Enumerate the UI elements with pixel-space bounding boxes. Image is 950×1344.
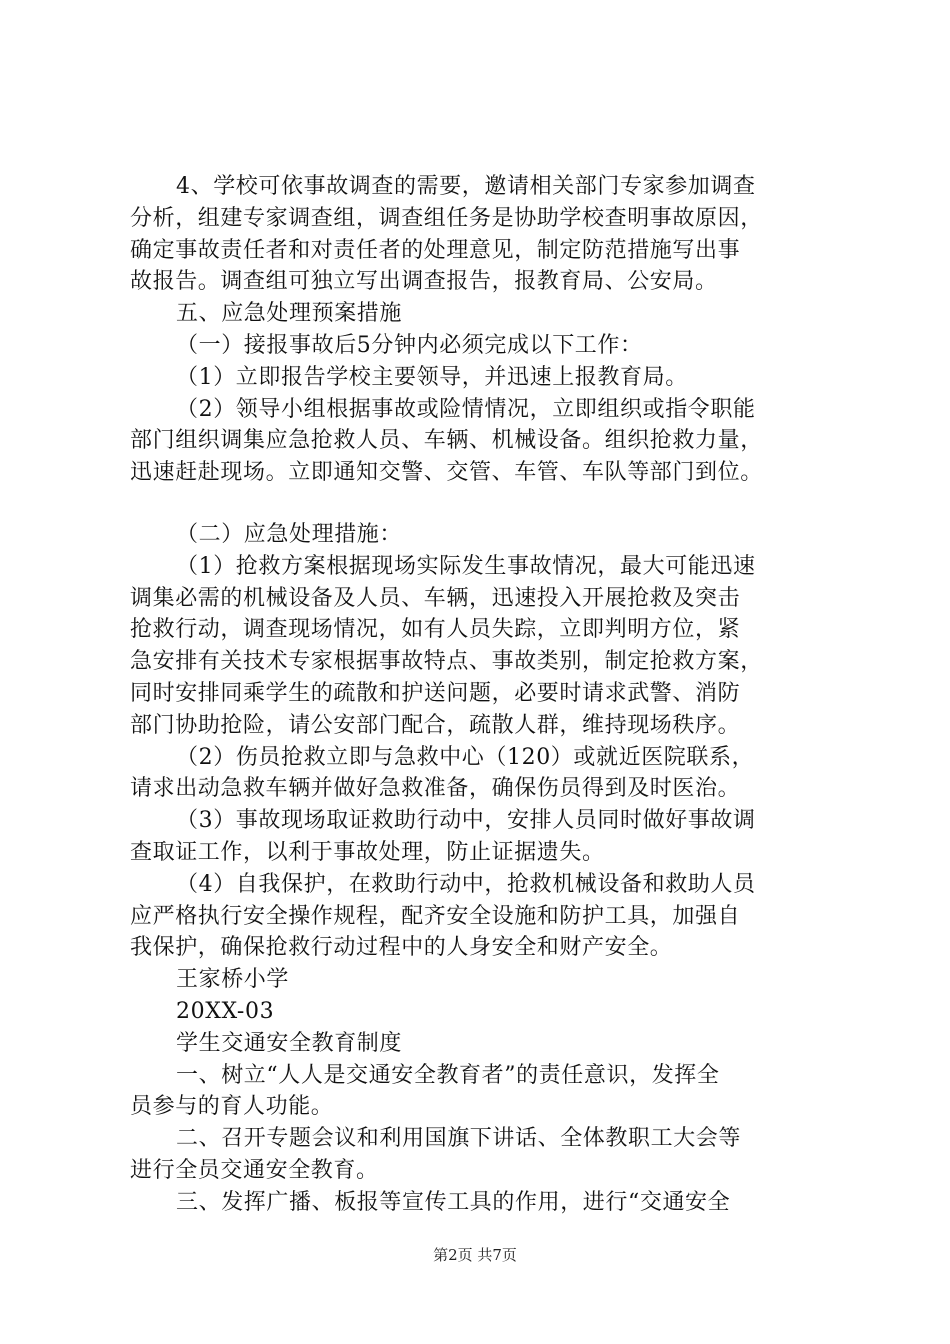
text-line: 4、学校可依事故调查的需要，邀请相关部门专家参加调查 [176,174,756,199]
text-line: 三、发挥广播、板报等宣传工具的作用，进行“交通安全 [176,1189,731,1215]
text-line: 部门组织调集应急抢救人员、车辆、机械设备。组织抢救力量， [130,428,763,454]
text-line: （2）伤员抢救立即与急救中心（120）或就近医院联系， [176,744,755,770]
school-name: 王家桥小学 [176,967,290,993]
text-line: （3）事故现场取证救助行动中，安排人员同时做好事故调 [176,808,756,834]
text-line: 抢救行动，调查现场情况，如有人员失踪，立即判明方位，紧 [130,617,741,643]
text-line: 二、召开专题会议和利用国旗下讲话、全体教职工大会等 [176,1126,742,1152]
text-line: （2）领导小组根据事故或险情情况，立即组织或指令职能 [176,396,756,422]
text-line: 员参与的育人功能。 [130,1094,334,1120]
section-heading: 五、应急处理预案措施 [176,301,403,327]
text-line: 我保护，确保抢救行动过程中的人身安全和财产安全。 [130,935,673,961]
subsection-heading: （一）接报事故后5分钟内必须完成以下工作： [176,332,643,358]
paragraph-gap [130,489,850,519]
text-line: 进行全员交通安全教育。 [130,1157,379,1183]
text-line: 分析，组建专家调查组，调查组任务是协助学校查明事故原因， [130,205,763,231]
text-line: 急安排有关技术专家根据事故特点、事故类别，制定抢救方案， [130,649,763,675]
page-number-footer: 第2页 共7页 [433,1246,517,1264]
text-line: 一、树立“人人是交通安全教育者”的责任意识，发挥全 [176,1062,720,1088]
text-line: （1）立即报告学校主要领导，并迅速上报教育局。 [176,364,688,390]
document-body [130,171,850,1219]
text-line: 故报告。调查组可独立写出调查报告，报教育局、公安局。 [130,269,718,295]
text-line: 查取证工作，以利于事故处理，防止证据遗失。 [130,839,605,865]
subsection-heading: （二）应急处理措施： [176,521,403,547]
text-line: 确定事故责任者和对责任者的处理意见，制定防范措施写出事 [130,237,741,263]
text-line: （4）自我保护，在救助行动中，抢救机械设备和救助人员 [176,871,756,897]
text-line: 请求出动急救车辆并做好急救准备，确保伤员得到及时医治。 [130,776,741,802]
text-line: 迅速赶赴现场。立即通知交警、交管、车管、车队等部门到位。 [130,460,763,486]
text-line: 调集必需的机械设备及人员、车辆，迅速投入开展抢救及突击 [130,585,741,611]
document-date: 20XX-03 [176,998,275,1024]
text-line: 部门协助抢险，请公安部门配合，疏散人群，维持现场秩序。 [130,712,741,738]
text-line: （1）抢救方案根据现场实际发生事故情况，最大可能迅速 [176,553,756,579]
text-line: 同时安排同乘学生的疏散和护送问题，必要时请求武警、消防 [130,680,741,706]
text-line: 应严格执行安全操作规程，配齐安全设施和防护工具，加强自 [130,903,741,929]
document-title: 学生交通安全教育制度 [176,1030,403,1056]
